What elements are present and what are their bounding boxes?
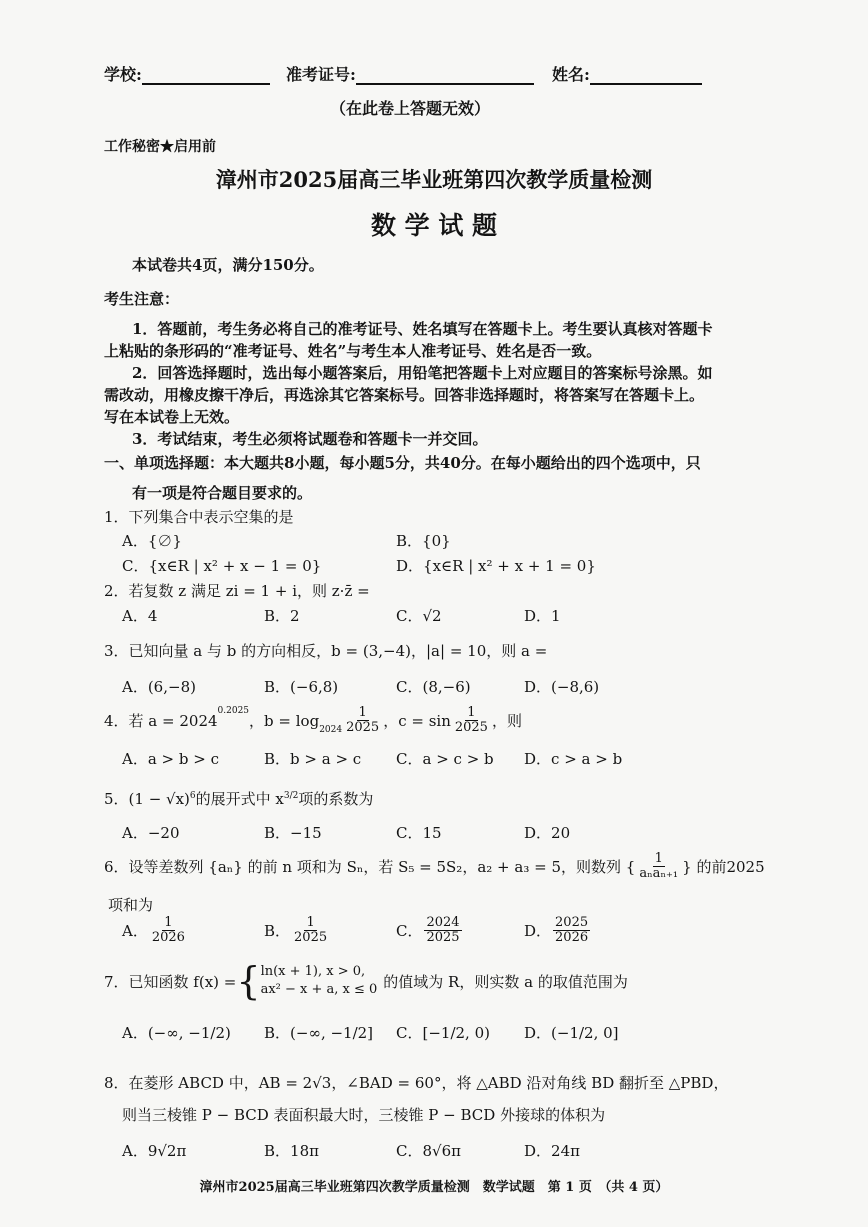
q4-fraction bbox=[344, 706, 381, 735]
q4-stem bbox=[104, 706, 522, 735]
q5-option-b[interactable]: B．−15 bbox=[264, 824, 322, 842]
q7-stem bbox=[104, 959, 628, 1003]
q6-stem-text: } 的前2025 bbox=[682, 858, 765, 876]
option-label: C． bbox=[396, 922, 423, 940]
q8-option-b[interactable]: B．18π bbox=[264, 1142, 319, 1160]
name-field bbox=[552, 62, 702, 85]
q7-option-c[interactable]: C．[−1/2, 0) bbox=[396, 1024, 490, 1042]
q4-stem-text: ，则 bbox=[491, 712, 522, 730]
q8-option-a[interactable]: A．9√2π bbox=[122, 1142, 187, 1160]
q8-option-c[interactable]: C．8√6π bbox=[396, 1142, 461, 1160]
q6-option-c[interactable] bbox=[396, 916, 464, 945]
notice-line: 写在本试卷上无效。 bbox=[104, 408, 240, 426]
q3-stem: 3．已知向量 a 与 b 的方向相反，b = (3,−4)，|a| = 10，则 a = bbox=[104, 642, 548, 660]
q2-option-d[interactable]: D．1 bbox=[524, 607, 561, 625]
q7-case: ln(x + 1), x > 0, bbox=[260, 964, 366, 979]
q2-stem: 2．若复数 z 满足 zi = 1 + i，则 z·z̄ = bbox=[104, 582, 370, 600]
q1-option-c[interactable]: C．{x∈R | x² + x − 1 = 0} bbox=[122, 557, 322, 575]
q1-option-b[interactable]: B．{0} bbox=[396, 532, 451, 550]
q7-option-b[interactable]: B．(−∞, −1/2] bbox=[264, 1024, 374, 1042]
name-label: 姓名: bbox=[552, 65, 590, 84]
section-title-cont: 有一项是符合题目要求的。 bbox=[132, 484, 313, 502]
left-brace-icon: { bbox=[236, 959, 261, 1003]
q2-option-c[interactable]: C．√2 bbox=[396, 607, 442, 625]
q2-option-b[interactable]: B．2 bbox=[264, 607, 300, 625]
notice-line: 上粘贴的条形码的“准考证号、姓名”与考生本人准考证号、姓名是否一致。 bbox=[104, 342, 602, 360]
q5-stem-text: 的展开式中 x bbox=[195, 790, 284, 808]
q2-option-a[interactable]: A．4 bbox=[122, 607, 158, 625]
notice-heading: 考生注意： bbox=[104, 290, 180, 308]
q6-fraction bbox=[637, 852, 680, 881]
q3-option-d[interactable]: D．(−8,6) bbox=[524, 678, 600, 696]
fraction-denominator: 2026 bbox=[151, 930, 185, 945]
q4-exponent: 0.2025 bbox=[217, 706, 250, 716]
exam-id-blank[interactable] bbox=[356, 65, 534, 85]
name-blank[interactable] bbox=[590, 65, 702, 85]
secret-mark: 工作秘密★启用前 bbox=[104, 139, 216, 155]
page-footer: 漳州市2025届高三毕业班第四次教学质量检测 数学试题 第 1 页 （共 4 页） bbox=[199, 1180, 669, 1195]
q1-stem: 1．下列集合中表示空集的是 bbox=[104, 508, 294, 526]
q6-option-b[interactable] bbox=[264, 916, 331, 945]
q5-stem bbox=[104, 788, 373, 809]
q4-stem-text: 4．若 a = 2024 bbox=[104, 712, 218, 730]
school-blank[interactable] bbox=[142, 65, 270, 85]
fraction-denominator: aₙaₙ₊₁ bbox=[639, 866, 679, 881]
q6-option-d[interactable] bbox=[524, 916, 592, 945]
q5-exponent: 6 bbox=[189, 791, 196, 801]
fraction-numerator: 2025 bbox=[555, 915, 589, 930]
q5-stem-text: 5．(1 − √x) bbox=[104, 790, 190, 808]
option-fraction bbox=[150, 916, 187, 945]
fraction-denominator: 2025 bbox=[294, 930, 328, 945]
q8-stem: 8．在菱形 ABCD 中，AB = 2√3，∠BAD = 60°，将 △ABD 沿对角线 BD 翻折至 △PBD， bbox=[104, 1074, 729, 1092]
fraction-numerator: 1 bbox=[358, 705, 367, 720]
q4-log-base: 2024 bbox=[319, 725, 343, 735]
q1-option-d[interactable]: D．{x∈R | x² + x + 1 = 0} bbox=[396, 557, 596, 575]
school-label: 学校: bbox=[104, 65, 142, 84]
fraction-denominator: 2026 bbox=[555, 930, 589, 945]
q3-option-a[interactable]: A．(6,−8) bbox=[122, 678, 196, 696]
q8-stem-cont: 则当三棱锥 P − BCD 表面积最大时，三棱锥 P − BCD 外接球的体积为 bbox=[122, 1106, 606, 1124]
invalid-note: （在此卷上答题无效） bbox=[330, 99, 491, 118]
q7-stem-text: 的值域为 R，则实数 a 的取值范围为 bbox=[383, 972, 628, 991]
q5-option-c[interactable]: C．15 bbox=[396, 824, 442, 842]
school-field bbox=[104, 62, 270, 85]
q4-stem-text: ，c = sin bbox=[383, 712, 451, 730]
q7-piecewise bbox=[261, 963, 378, 999]
q5-stem-text: 项的系数为 bbox=[298, 790, 374, 808]
q6-stem-text: 6．设等差数列 {aₙ} 的前 n 项和为 Sₙ，若 S₅ = 5S₂，a₂ + a₃ = 5，则数列 { bbox=[104, 858, 636, 876]
exam-id-field bbox=[286, 62, 534, 85]
q7-option-a[interactable]: A．(−∞, −1/2) bbox=[122, 1024, 231, 1042]
q1-option-a[interactable]: A．{∅} bbox=[122, 532, 182, 550]
fraction-numerator: 1 bbox=[654, 851, 663, 866]
option-label: B． bbox=[264, 922, 291, 940]
notice-line: 需改动，用橡皮擦干净后，再选涂其它答案标号。回答非选择题时，将答案写在答题卡上。 bbox=[104, 386, 705, 404]
fraction-numerator: 2024 bbox=[426, 915, 460, 930]
fraction-numerator: 1 bbox=[164, 915, 173, 930]
fraction-numerator: 1 bbox=[467, 705, 476, 720]
option-fraction bbox=[553, 916, 590, 945]
option-fraction bbox=[292, 916, 329, 945]
q8-option-d[interactable]: D．24π bbox=[524, 1142, 580, 1160]
q3-option-b[interactable]: B．(−6,8) bbox=[264, 678, 339, 696]
q5-exponent: 3/2 bbox=[283, 791, 299, 801]
q7-option-d[interactable]: D．(−1/2, 0] bbox=[524, 1024, 619, 1042]
notice-line: 2．回答选择题时，选出每小题答案后，用铅笔把答题卡上对应题目的答案标号涂黑。如 bbox=[132, 364, 713, 382]
q4-option-a[interactable]: A．a > b > c bbox=[122, 750, 219, 768]
q5-option-d[interactable]: D．20 bbox=[524, 824, 571, 842]
q6-stem-cont: 项和为 bbox=[108, 896, 154, 914]
q4-option-b[interactable]: B．b > a > c bbox=[264, 750, 362, 768]
fraction-numerator: 1 bbox=[306, 915, 315, 930]
exam-id-label: 准考证号: bbox=[286, 65, 356, 84]
fraction-denominator: 2025 bbox=[346, 720, 380, 735]
q4-fraction bbox=[453, 706, 490, 735]
q5-option-a[interactable]: A．−20 bbox=[122, 824, 180, 842]
notice-line: 3．考试结束，考生必须将试题卷和答题卡一并交回。 bbox=[132, 430, 488, 448]
q4-option-c[interactable]: C．a > c > b bbox=[396, 750, 494, 768]
q4-stem-text: ，b = log bbox=[249, 712, 320, 730]
q6-option-a[interactable] bbox=[122, 916, 189, 945]
q4-option-d[interactable]: D．c > a > b bbox=[524, 750, 623, 768]
option-fraction bbox=[424, 916, 461, 945]
q7-stem-text: 7．已知函数 f(x) = bbox=[104, 972, 237, 991]
paper-info: 本试卷共4页，满分150分。 bbox=[132, 256, 324, 274]
q6-stem bbox=[104, 852, 765, 881]
option-label: A． bbox=[122, 922, 148, 940]
option-label: D． bbox=[524, 922, 552, 940]
fraction-denominator: 2025 bbox=[454, 720, 488, 735]
q3-option-c[interactable]: C．(8,−6) bbox=[396, 678, 471, 696]
subject-title: 数 学 试 题 bbox=[370, 211, 498, 240]
notice-line: 1．答题前，考生务必将自己的准考证号、姓名填写在答题卡上。考生要认真核对答题卡 bbox=[132, 320, 713, 338]
section-title: 一、单项选择题：本大题共8小题，每小题5分，共40分。在每小题给出的四个选项中，只 bbox=[104, 454, 701, 472]
q7-case: ax² − x + a, x ≤ 0 bbox=[260, 982, 378, 997]
fraction-denominator: 2025 bbox=[426, 930, 460, 945]
main-title: 漳州市2025届高三毕业班第四次教学质量检测 bbox=[215, 167, 653, 192]
